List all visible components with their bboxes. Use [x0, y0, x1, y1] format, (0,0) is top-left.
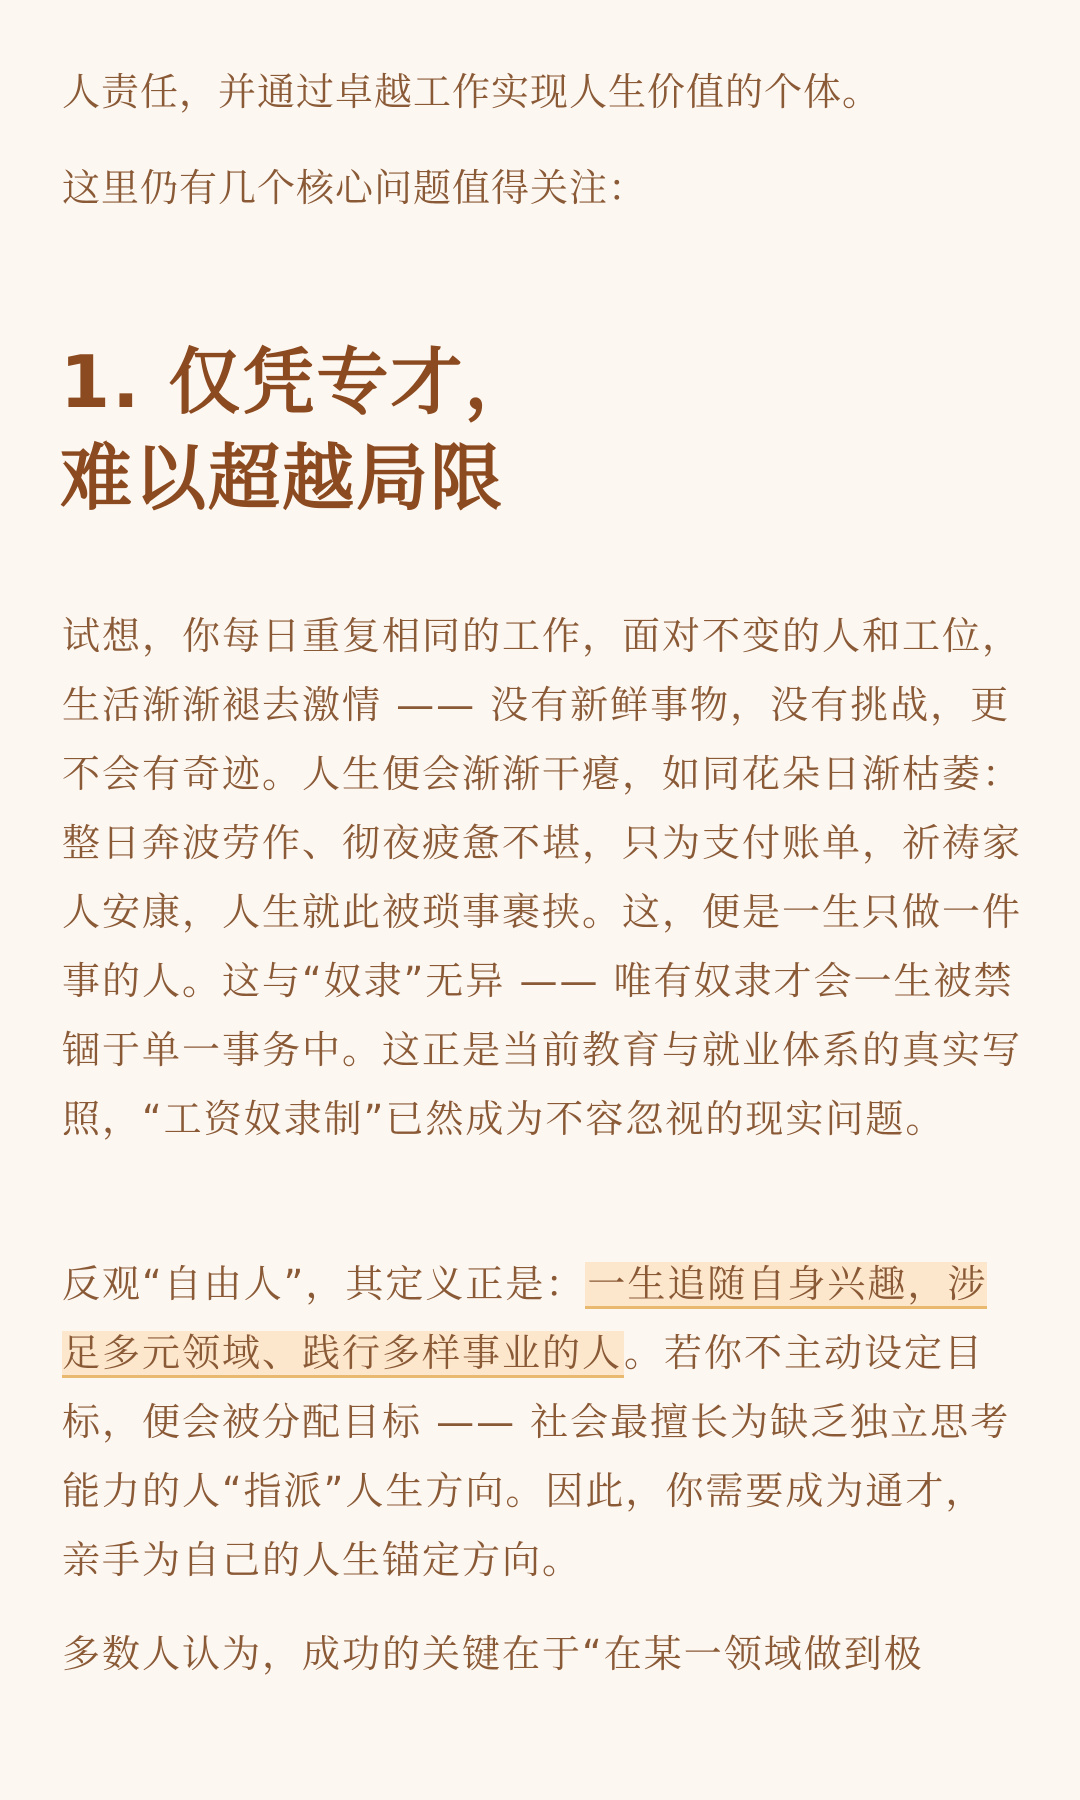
- body-paragraph-1: 试想，你每日重复相同的工作，面对不变的人和工位，生活渐渐褪去激情 —— 没有新鲜事物，没有挑战，更不会有奇迹。人生便会渐渐干瘪，如同花朵日渐枯萎：整日奔波劳作、彻夜疲惫不堪，只为支付账单，祈祷家人安康，人生就此被琐事裹挟。这，便是一生只做一件事的人。这与“奴隶”无异 —— 唯有奴隶才会一生被禁锢于单一事务中。这正是当前教育与就业体系的真实写照，“工资奴隶制”已然成为不容忽视的现实问题。: [62, 614, 1023, 1141]
- paragraph-2-lead: 反观“自由人”，其定义正是：: [62, 1262, 586, 1306]
- body-paragraph-3: 多数人认为，成功的关键在于“在某一领域做到极: [62, 1632, 924, 1676]
- section-heading-line-2: 难以超越局限: [60, 436, 505, 520]
- paragraph-2-rest: 。若你不主动设定目标，便会被分配目标 —— 社会最擅长为缺乏独立思考能力的人“指派”人生方向。因此，你需要成为通才，亲手为自己的人生锚定方向。: [62, 1331, 1011, 1582]
- section-heading: [60, 334, 1016, 526]
- lead-in-paragraph: 这里仍有几个核心问题值得关注：: [62, 166, 648, 210]
- intro-paragraph: 人责任，并通过卓越工作实现人生价值的个体。: [62, 70, 882, 114]
- highlighted-definition: 一生追随自身兴趣，涉足多元领域、践行多样事业的人: [62, 1262, 987, 1378]
- section-heading-line-1: 1. 仅凭专才，: [60, 340, 539, 424]
- body-paragraph-2: [62, 1250, 1022, 1595]
